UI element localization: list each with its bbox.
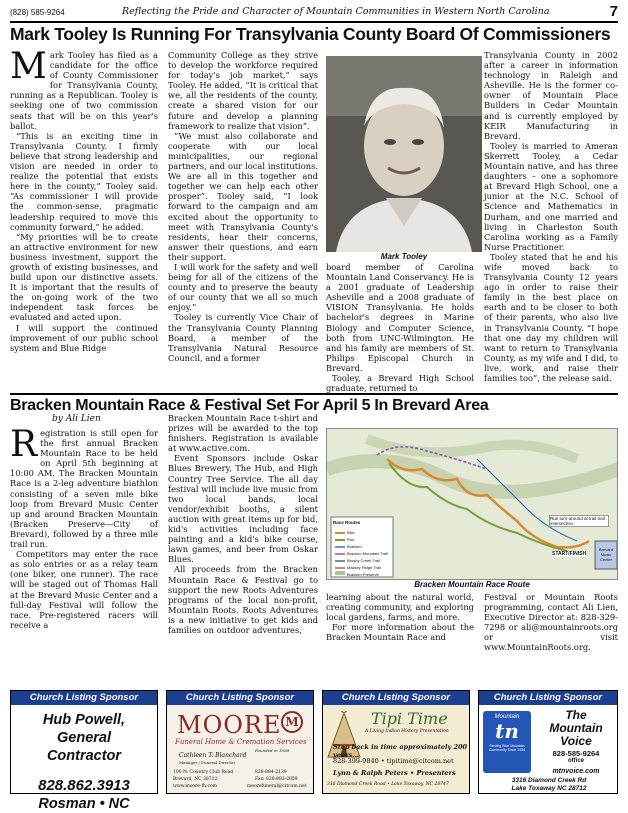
article2-col2-p2: All proceeds from the Bracken Mountain Race & Festival go to support the new Roots Adventures programs of the local non-profit, Mountain Roots. Roots Adventures is a new initiative to get kids and families on outdoor adventures, [168,564,318,635]
article1-col1-first: ark Tooley has filed as a candidate for the office of County Commissioner for Transylvania County, running as a Republican. Tooley is seeking one of two commission seats that will be on this year's ballot. [10,50,158,131]
article1-col3-p0: board member of Carolina Mountain Land Conservancy. He is a 2001 graduate of Leadership Asheville and a 2008 graduate of VISION Transylvania. He holds bachelor's degrees in Marine Biology and Computer Science, both from UNC-Wilmington. He and his family are members of St. Philips Episcopal Church in Brevard. [326,262,474,373]
page-number: 7 [609,3,618,20]
article2-col1-first: egistration is still open for the first annual Bracken Mountain Race to be held on April 5th beginning at 10:00 AM. The Bracken Mountain Race is a 2-leg adventure biathlon consisting of a seven mile bike loop from Brevard Music Center up and around Bracken Mountain (Bracken Preserve—City of Brevard), followed by a three mile trail run. [10,428,158,550]
article2-headline: Bracken Mountain Race & Festival Set For April 5 In Brevard Area [10,397,489,414]
article2-col1-p1: Competitors may enter the race as solo entries or as a relay team (one biker, one runner). The race will be staged out of Thomas Hall at the Brevard Music Center and a full-day Festival will follow the race. Pre-registered racers will receive a [10,549,158,630]
sponsor-bar: Church Listing Sponsor [11,691,157,705]
sponsor-mountain-voice [478,690,618,794]
article2-byline: by Ali Lien [52,414,101,424]
logo-sub: Serving Blue Mountain Community Since 1984 [488,744,526,752]
voice-line3: Voice [560,734,592,748]
tipi-title: Tipi Time [371,709,448,728]
map-label-start: START/FINISH [552,551,587,557]
article2-col1 [10,424,158,684]
sponsor-bar: Church Listing Sponsor [167,691,313,705]
photo-caption: Mark Tooley [380,252,428,261]
header-tagline: Reflecting the Pride and Character of Mountain Communities in Western North Carolina [122,6,550,17]
header-rule [10,21,618,23]
voice-office: office [567,758,584,764]
article1-col4-p1: Tooley is married to Ameran Skerrett Tooley, a Cedar Mountain native, and has three daughters – one a sophomore at Brevard High School, one a junior at the N.C. School of Science and Mathematics in Durham, and one married and living in Charleston South Carolina working as a Family Nurse Practitioner. [484,140,618,252]
article1-col2-p0: Community College as they strive to develop the workforce required for today's job market,” says Tooley. He added, “It is critical that we, all the residents of the county, create a shared vision for our future and develop a planning framework to realize that vision”. [168,50,318,131]
article1-col1-p1: “This is an exciting time in Transylvania County. I firmly believe that strong leadership and vision are needed in order to realize the potential that exists here in the county,” Tooley said. “As commissioner I will provide the common-sense, pragmatic leadership required to move this community forward,” he added. [10,130,158,232]
voice-web: mtnvoice.com [552,768,600,775]
sponsor-tipi-time [322,690,470,794]
map-legend-5: Mackey Ridge Trail [347,565,382,570]
moore-name: MOORE [177,711,282,739]
article1-col4 [484,50,618,384]
hub-town: Rosman • NC [38,796,130,812]
sponsor-moore-funeral [166,690,314,794]
moore-tel: 828-884-2139 [255,770,287,775]
moore-addr2: Brevard, NC 28712 [173,777,218,782]
hub-line3: Contractor [46,748,122,764]
map-legend-0: Bike [347,530,355,535]
sponsor-hub-powell [10,690,158,812]
moore-role: Manager / Funeral Director [179,760,236,765]
tipi-names: Lynn & Ralph Peters • Presenters [333,769,456,777]
map-legend-4: Brushy Creek Trail [347,558,380,563]
article1-col1-p2: “My priorities will be to create an attractive environment for new business investment, support the growth of existing businesses, and build upon our distinctive assets. It is important that the results of the on-going work of the two independent task forces be evaluated and acted upon. [10,231,158,323]
article2-dropcap: R [10,424,38,465]
article1-col3-p1: Tooley, a Brevard High School graduate, returned to [326,373,474,394]
hub-line1: Hub Powell, [42,712,126,728]
hub-line2: General [57,730,111,746]
article2-col3 [326,592,474,684]
moore-subtitle: Funeral Home & Cremation Services [175,738,307,746]
article1-col3 [326,262,474,394]
article1-col2-p2: I will work for the safety and well being for all of the citizens of the county and to preserve the beauty of our county that we all so much enjoy.” [168,261,318,313]
moore-web: www.moore-fh.com [173,784,217,789]
map-legend-3: Bracken Mountain Trail [347,551,388,556]
article1-headline: Mark Tooley Is Running For Transylvania County Board Of Commissioners [10,24,611,44]
article1-col4-p2: Tooley stated that he and his wife moved back to Transylvania County 12 years ago in order to raise their family in the best place on earth and to be closer to both of their parents, who also live in Transylvania County. “I hope that one day my children will want to return to Transylvania County, as my wife and I did, to live, work, and raise their families too”, the release said. [484,251,618,383]
article1-col4-p0: Transylvania County in 2002 after a career in information technology in Raleigh and Asheville. He is the former co-owner of Mountain Place Builders in Cedar Mountain and is currently employed by KEIR Manufacturing in Brevard. [484,50,618,141]
map-caption: Bracken Mountain Race Route [414,580,530,589]
map-legend-2: Bracken [347,544,362,549]
article1-col1-p3: I will support the continued improvement of our public school system and Blue Ridge [10,322,158,353]
article2-col2 [168,413,318,684]
voice-addr2: Lake Toxaway NC 28712 [511,785,587,792]
moore-fax: Fax: 828-883-2659 [255,777,298,782]
logo-letters: tn [495,719,519,743]
article1-col2-p3: Tooley is currently Vice Chair of the Transylvania County Planning Board, a member of the Transylvania Natural Resource Council, and a former [168,312,318,363]
map-legend-1: Run [347,537,355,542]
voice-phone: 828-585-9264 [552,749,600,758]
voice-addr1: 3316 Diamond Creek Rd [511,777,587,784]
article2-col2-p0: Bracken Mountain Race t-shirt and prizes will be awarded to the top finishers. Registration is available at www.active.com. [168,413,318,454]
voice-line1: The [565,708,587,722]
tipi-addr: 316 Diamond Creek Road • Lake Toxaway, NC 28747 [327,782,449,787]
article2-col3-p0: learning about the natural world, creating community, and exploring local gardens, farms, and more. [326,592,474,623]
map-legend-title: Race Routes [333,520,361,525]
portrait-illustration [326,56,482,252]
hub-phone: 828.862.3913 [38,777,130,794]
race-route-map [326,428,618,580]
map-label-turnaround: Run turn-around at trail trail intersection [549,515,609,527]
article1-col2 [168,50,318,384]
article2-col4 [484,592,618,684]
tipi-subtitle: A Living Indian History Presentation [365,729,449,734]
sponsor-bar: Church Listing Sponsor [479,691,617,705]
article2-col4-p0: Festival or Mountain Roots programming, contact Ali Lien, Executive Director at: 828-329-7298 or ali@mountainroots.org or visit www.MountainRoots.org. [484,592,618,653]
article1-col1 [10,46,158,384]
voice-line2: Mountain [549,721,603,735]
moore-addr1: 100 N. Country Club Road [173,770,234,775]
article1-col2-p1: “We must also collaborate and cooperate with our local municipalities, our regional partners, and our local institutions. We are all in this together and together we can help each other prosper”. Tooley said, “I look forward to the campaign and am excited about the opportunity to meet with Transylvania County's residents, hear their concerns, answer their questions, and earn their support. [168,130,318,262]
tipi-contact: 828-399-9840 • tipitime@citcom.net [333,757,454,765]
tipi-tagline: Step back in time approximately 200 years... [333,743,468,759]
page-header [10,3,618,20]
logo-word: Mountain [494,714,520,720]
moore-person: Cathleen T. Blanchard [179,752,247,759]
moore-founded: Founded in 1938 [255,748,290,753]
mountain-voice-logo [483,711,531,773]
article2-col2-p1: Event Sponsors include Oskar Blues Brewery, The Hub, and High Country Tree Service. The all day festival will include live music from two local bands, local vendor/exhibit booths, a silent auction with great items up for bid, kid's activities including face painting and a kid's bike course, lawn games, and beer from Oskar Blues. [168,453,318,565]
map-label-music-center: Brevard Music Center [598,547,613,562]
header-phone: (828) 585-9264 [10,8,65,17]
moore-email: moorefuneral@citcom.net [247,784,307,789]
article1-dropcap: M [10,46,47,87]
map-legend-6: Bracken Preserve [347,572,379,577]
section-rule [10,393,618,395]
moore-monogram-icon: M [281,711,303,733]
article2-col3-p1: For more information about the Bracken Mountain Race and [326,622,474,643]
sponsor-bar: Church Listing Sponsor [323,691,469,705]
mark-tooley-photo [326,56,482,252]
